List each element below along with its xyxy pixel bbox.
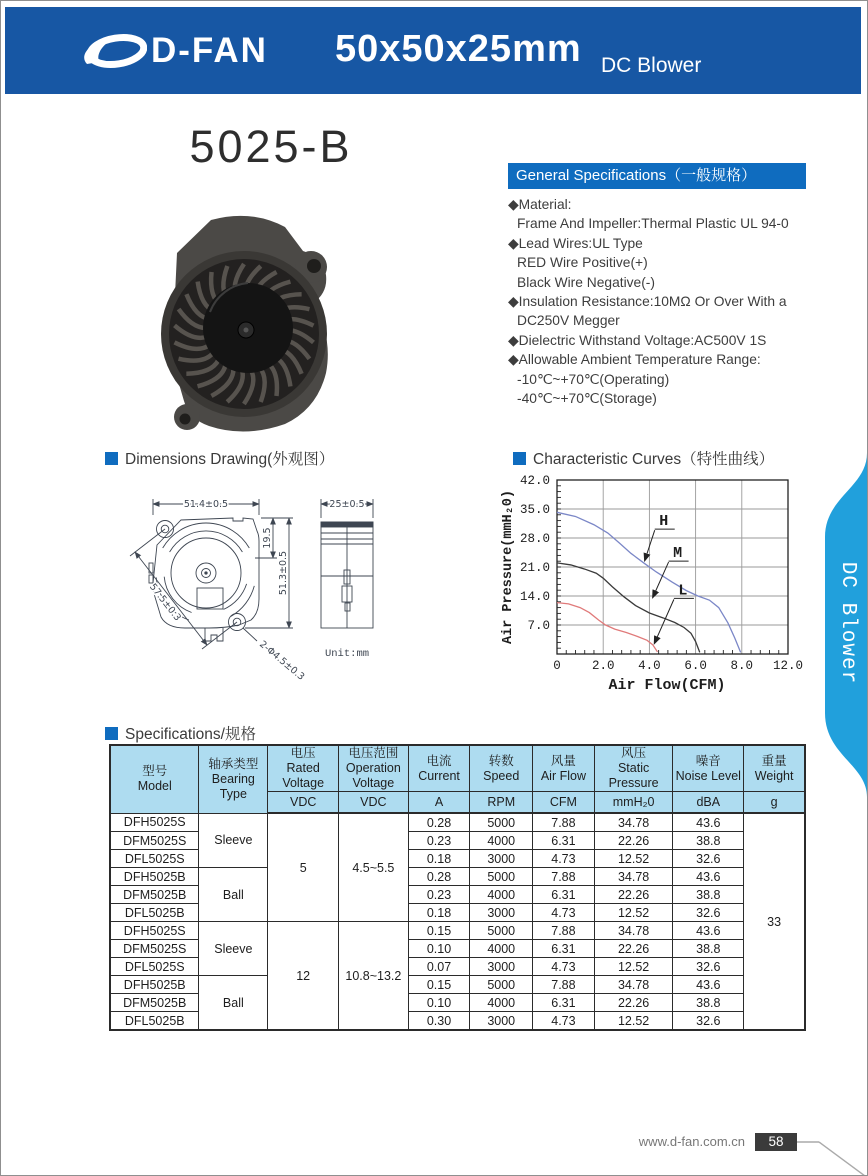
col-rated-voltage: 电压 Rated Voltage: [268, 745, 339, 792]
curve-label-M: M: [673, 545, 683, 563]
col-speed: 转数 Speed: [470, 745, 533, 792]
general-specs-list: [508, 195, 806, 408]
speed-cell: 5000: [470, 922, 533, 940]
unit-label: Unit:mm: [324, 648, 370, 660]
dimensions-drawing: [105, 475, 417, 713]
svg-text:0: 0: [553, 659, 561, 673]
bearing-cell: Ball: [199, 868, 268, 922]
spec-line: -40℃~+70℃(Storage): [517, 391, 657, 407]
static-pressure-cell: 22.26: [594, 940, 673, 958]
speed-cell: 3000: [470, 1012, 533, 1031]
col-current: 电流 Current: [408, 745, 470, 792]
table-row: [110, 976, 805, 994]
dim-diagonal: 57.5±0.3: [147, 581, 183, 624]
col-noise: 噪音 Noise Level: [673, 745, 744, 792]
unit-air-flow: CFM: [533, 792, 595, 814]
dimensions-section-heading: [105, 447, 334, 469]
svg-text:28.0: 28.0: [519, 532, 550, 546]
model-cell: DFH5025S: [110, 813, 199, 832]
static-pressure-cell: 34.78: [594, 922, 673, 940]
svg-text:6.0: 6.0: [684, 659, 707, 673]
static-pressure-cell: 22.26: [594, 886, 673, 904]
spec-line: ◆Dielectric Withstand Voltage:AC500V 1S: [508, 332, 767, 348]
current-cell: 0.28: [408, 868, 470, 886]
static-pressure-cell: 22.26: [594, 832, 673, 850]
svg-text:8.0: 8.0: [730, 659, 754, 673]
noise-cell: 38.8: [673, 994, 744, 1012]
static-pressure-cell: 12.52: [594, 850, 673, 868]
noise-cell: 32.6: [673, 904, 744, 922]
air-flow-cell: 4.73: [533, 850, 595, 868]
current-cell: 0.30: [408, 1012, 470, 1031]
rated-voltage-cell: 5: [268, 813, 339, 922]
specifications-heading-label: Specifications/规格: [125, 726, 256, 743]
svg-text:14.0: 14.0: [519, 590, 550, 604]
static-pressure-cell: 34.78: [594, 813, 673, 832]
general-specs-heading: General Specifications（一般规格）: [508, 163, 806, 189]
spec-line: RED Wire Positive(+): [517, 255, 648, 271]
noise-cell: 32.6: [673, 850, 744, 868]
speed-cell: 4000: [470, 994, 533, 1012]
air-flow-cell: 7.88: [533, 976, 595, 994]
speed-cell: 4000: [470, 940, 533, 958]
speed-cell: 3000: [470, 850, 533, 868]
chart-annotations: [645, 513, 694, 643]
model-cell: DFM5025B: [110, 994, 199, 1012]
current-cell: 0.10: [408, 940, 470, 958]
air-flow-cell: 6.31: [533, 994, 595, 1012]
noise-cell: 43.6: [673, 976, 744, 994]
noise-cell: 38.8: [673, 940, 744, 958]
air-flow-cell: 7.88: [533, 922, 595, 940]
current-cell: 0.15: [408, 922, 470, 940]
noise-cell: 32.6: [673, 958, 744, 976]
unit-speed: RPM: [470, 792, 533, 814]
air-flow-cell: 7.88: [533, 813, 595, 832]
unit-weight: g: [744, 792, 805, 814]
svg-text:21.0: 21.0: [519, 561, 550, 575]
header-size-text: 50x50x25mm: [335, 28, 582, 70]
static-pressure-cell: 12.52: [594, 904, 673, 922]
header-bar: [5, 7, 861, 94]
svg-text:2.0: 2.0: [591, 659, 615, 673]
blue-square-icon: [105, 452, 118, 465]
air-flow-cell: 6.31: [533, 940, 595, 958]
spec-line: DC250V Megger: [517, 313, 620, 329]
corner-decoration-lines: [796, 1133, 867, 1176]
chart-curves: [557, 512, 741, 652]
speed-cell: 4000: [470, 886, 533, 904]
unit-operation-voltage: VDC: [339, 792, 408, 814]
noise-cell: 38.8: [673, 832, 744, 850]
current-cell: 0.07: [408, 958, 470, 976]
dim-mount-holes: 2-Φ4.5±0.3: [257, 638, 307, 683]
svg-text:12.0: 12.0: [772, 659, 804, 673]
air-flow-cell: 4.73: [533, 904, 595, 922]
model-cell: DFM5025S: [110, 832, 199, 850]
fan-swoosh-icon: [81, 28, 147, 74]
page-title: 5025-B: [189, 121, 353, 172]
unit-current: A: [408, 792, 470, 814]
current-cell: 0.23: [408, 886, 470, 904]
model-cell: DFM5025B: [110, 886, 199, 904]
table-row: [110, 868, 805, 886]
noise-cell: 43.6: [673, 922, 744, 940]
current-cell: 0.10: [408, 994, 470, 1012]
curves-heading-label: Characteristic Curves（特性曲线）: [533, 451, 775, 468]
col-static-pressure: 风压 Static Pressure: [594, 745, 673, 792]
model-cell: DFM5025S: [110, 940, 199, 958]
header-product-type: DC Blower: [601, 54, 702, 77]
curve-label-H: H: [659, 513, 669, 531]
x-axis-title: Air Flow(CFM): [608, 677, 726, 694]
speed-cell: 5000: [470, 868, 533, 886]
dc-blower-tab: [813, 451, 867, 799]
svg-text:7.0: 7.0: [527, 619, 550, 633]
website-link[interactable]: www.d-fan.com.cn: [638, 1134, 745, 1149]
chart-tick-labels: [520, 474, 803, 673]
tab-label: DC Blower: [836, 561, 859, 685]
dim-side-depth: 25±0.5: [329, 499, 365, 510]
col-operation-voltage: 电压范围 Operation Voltage: [339, 745, 408, 792]
model-cell: DFH5025S: [110, 922, 199, 940]
air-flow-cell: 7.88: [533, 868, 595, 886]
static-pressure-cell: 12.52: [594, 958, 673, 976]
dimensions-heading-label: Dimensions Drawing(外观图）: [125, 451, 335, 468]
dim-front-width: 51.4±0.5: [183, 499, 229, 510]
product-photo: [147, 207, 339, 439]
bearing-cell: Sleeve: [199, 813, 268, 868]
model-cell: DFL5025B: [110, 904, 199, 922]
spec-line: Frame And Impeller:Thermal Plastic UL 94-0: [517, 216, 789, 232]
static-pressure-cell: 22.26: [594, 994, 673, 1012]
curve-label-L: L: [678, 582, 688, 600]
unit-noise: dBA: [673, 792, 744, 814]
table-row: [110, 813, 805, 832]
operation-voltage-cell: 10.8~13.2: [339, 922, 408, 1031]
static-pressure-cell: 34.78: [594, 976, 673, 994]
air-flow-cell: 6.31: [533, 886, 595, 904]
spec-line: -10℃~+70℃(Operating): [517, 371, 670, 387]
air-flow-cell: 6.31: [533, 832, 595, 850]
air-flow-cell: 4.73: [533, 958, 595, 976]
dim-front-height: 51.3±0.5: [278, 550, 289, 596]
weight-cell: 33: [744, 813, 805, 1030]
spec-line: Black Wire Negative(-): [517, 274, 655, 290]
blue-square-icon: [105, 727, 118, 740]
speed-cell: 3000: [470, 958, 533, 976]
current-cell: 0.18: [408, 850, 470, 868]
current-cell: 0.28: [408, 813, 470, 832]
dim-inlet-offset: 19.5: [262, 527, 273, 549]
chart-grid: [557, 480, 788, 654]
page-number-badge: 58: [755, 1133, 797, 1151]
col-weight: 重量 Weight: [744, 745, 805, 792]
current-cell: 0.23: [408, 832, 470, 850]
brand-name: D-FAN: [151, 31, 268, 70]
model-cell: DFL5025S: [110, 958, 199, 976]
operation-voltage-cell: 4.5~5.5: [339, 813, 408, 922]
unit-static-pressure: mmH₂0: [594, 792, 673, 814]
specifications-section-heading: [105, 722, 256, 744]
noise-cell: 43.6: [673, 813, 744, 832]
table-row: [110, 922, 805, 940]
bearing-cell: Sleeve: [199, 922, 268, 976]
static-pressure-cell: 12.52: [594, 1012, 673, 1031]
chart-ticks: [557, 486, 779, 654]
noise-cell: 38.8: [673, 886, 744, 904]
col-air-flow: 风量 Air Flow: [533, 745, 595, 792]
model-cell: DFH5025B: [110, 976, 199, 994]
svg-text:42.0: 42.0: [519, 474, 550, 488]
spec-line: ◆Insulation Resistance:10MΩ Or Over With a: [508, 294, 787, 310]
speed-cell: 3000: [470, 904, 533, 922]
col-bearing: 轴承类型 Bearing Type: [199, 745, 268, 813]
noise-cell: 32.6: [673, 1012, 744, 1031]
speed-cell: 5000: [470, 813, 533, 832]
current-cell: 0.15: [408, 976, 470, 994]
noise-cell: 43.6: [673, 868, 744, 886]
static-pressure-cell: 34.78: [594, 868, 673, 886]
svg-text:35.0: 35.0: [519, 503, 550, 517]
bearing-cell: Ball: [199, 976, 268, 1031]
spec-table: [109, 744, 806, 1031]
model-cell: DFL5025S: [110, 850, 199, 868]
table-header-row: [110, 745, 805, 792]
spec-line: ◆Allowable Ambient Temperature Range:: [508, 352, 761, 368]
characteristic-curves-chart: [495, 461, 811, 709]
model-cell: DFH5025B: [110, 868, 199, 886]
unit-rated-voltage: VDC: [268, 792, 339, 814]
rated-voltage-cell: 12: [268, 922, 339, 1031]
spec-line: ◆Material:: [508, 197, 572, 212]
brand-logo: [81, 28, 268, 74]
spec-line: ◆Lead Wires:UL Type: [508, 235, 643, 251]
speed-cell: 4000: [470, 832, 533, 850]
svg-text:4.0: 4.0: [638, 659, 661, 673]
col-model: 型号 Model: [110, 745, 199, 813]
general-specs-section: [508, 163, 806, 408]
y-axis-title: Air Pressure(mmH₂0): [501, 490, 516, 644]
speed-cell: 5000: [470, 976, 533, 994]
current-cell: 0.18: [408, 904, 470, 922]
air-flow-cell: 4.73: [533, 1012, 595, 1031]
model-cell: DFL5025B: [110, 1012, 199, 1031]
